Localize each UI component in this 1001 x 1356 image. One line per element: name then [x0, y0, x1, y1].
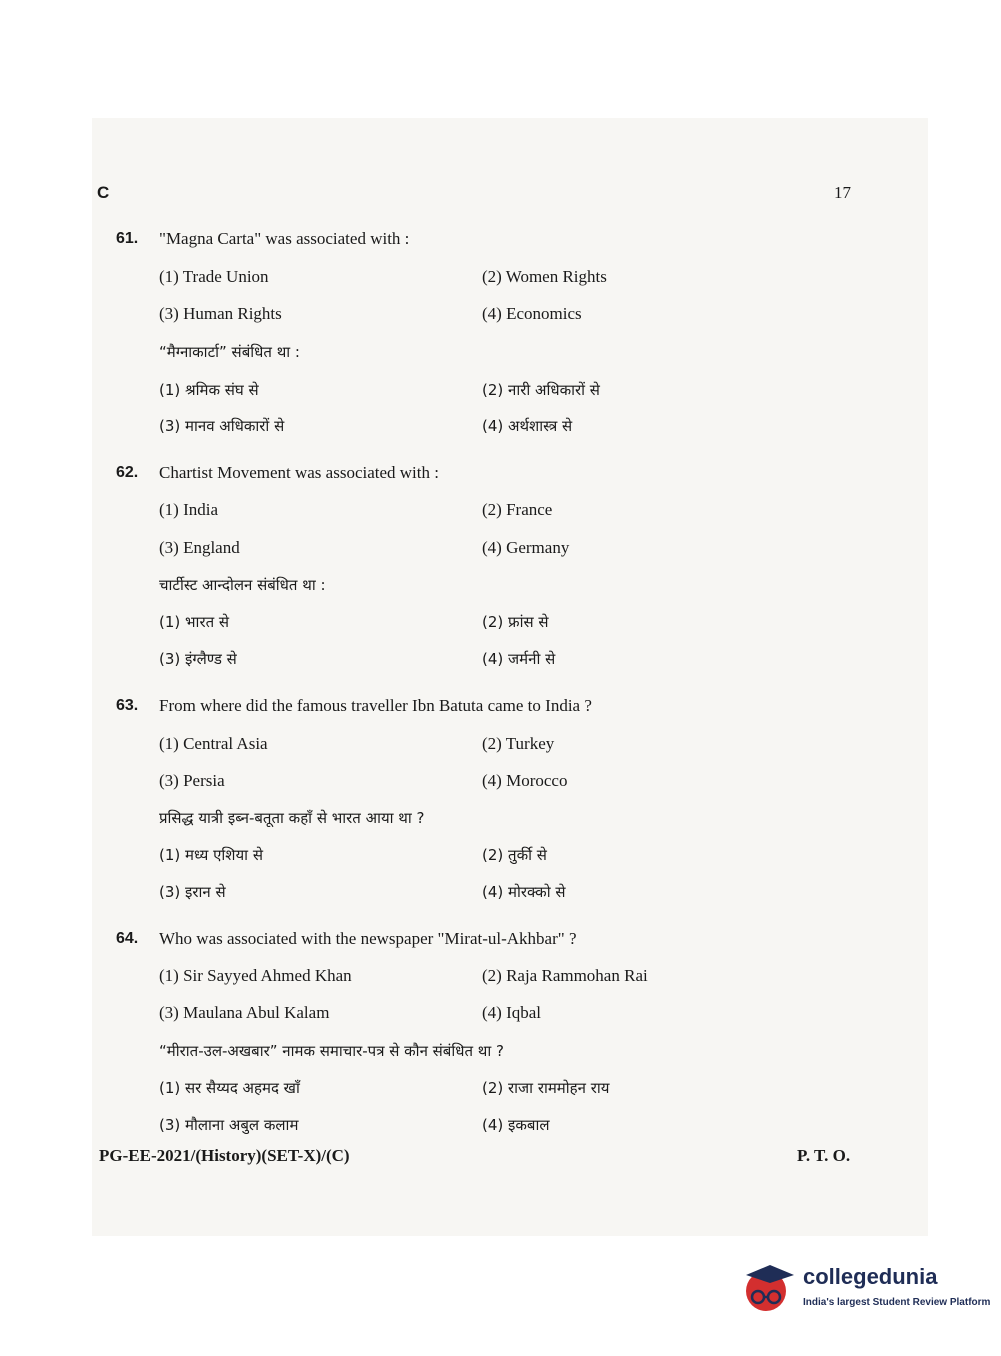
option-en: (1) Central Asia	[159, 734, 268, 753]
option-en: (3) Persia	[159, 771, 225, 790]
option-hi: (3) इरान से	[159, 883, 226, 901]
paper-code: PG-EE-2021/(History)(SET-X)/(C)	[99, 1146, 350, 1165]
option-hi: (3) मौलाना अबुल कलाम	[159, 1116, 299, 1134]
option-hi: (3) मानव अधिकारों से	[159, 417, 285, 435]
option-hi: (2) फ्रांस से	[482, 613, 549, 631]
option-en: (1) Sir Sayyed Ahmed Khan	[159, 966, 352, 985]
option-hi: (2) नारी अधिकारों से	[482, 381, 600, 399]
question-text-hi: प्रसिद्ध यात्री इब्न-बतूता कहाँ से भारत आया था ?	[159, 809, 425, 827]
option-hi: (4) अर्थशास्त्र से	[482, 417, 573, 435]
option-hi: (1) भारत से	[159, 613, 230, 631]
question-text-hi: चार्टीस्ट आन्दोलन संबंधित था :	[159, 576, 326, 594]
option-hi: (1) मध्य एशिया से	[159, 846, 263, 864]
question-text-en: Chartist Movement was associated with :	[159, 463, 439, 482]
option-en: (4) Iqbal	[482, 1003, 542, 1022]
option-en: (2) Women Rights	[482, 267, 607, 286]
set-code: C	[97, 183, 110, 202]
question-text-en: Who was associated with the newspaper "Mirat-ul-Akhbar" ?	[159, 929, 577, 948]
option-hi: (3) इंग्लैण्ड से	[159, 650, 237, 668]
question-number: 61.	[116, 230, 139, 247]
question-number: 63.	[116, 697, 139, 714]
option-en: (3) England	[159, 538, 240, 557]
option-en: (4) Germany	[482, 538, 570, 557]
option-en: (1) Trade Union	[159, 267, 269, 286]
watermark-tagline: India's largest Student Review Platform	[803, 1297, 991, 1308]
question-number: 62.	[116, 464, 139, 481]
watermark-brand-name: collegedunia	[803, 1264, 938, 1289]
option-hi: (4) जर्मनी से	[482, 650, 556, 668]
option-hi: (4) मोरक्को से	[482, 883, 566, 901]
option-hi: (1) श्रमिक संघ से	[159, 381, 259, 399]
option-en: (1) India	[159, 500, 219, 519]
option-hi: (2) राजा राममोहन राय	[482, 1079, 610, 1097]
option-en: (3) Human Rights	[159, 304, 282, 323]
question-number: 64.	[116, 930, 139, 947]
option-en: (4) Morocco	[482, 771, 568, 790]
option-en: (3) Maulana Abul Kalam	[159, 1003, 330, 1022]
question-text-hi: “मैग्नाकार्टा” संबंधित था :	[159, 343, 300, 361]
option-hi: (1) सर सैय्यद अहमद खाँ	[159, 1079, 300, 1097]
option-en: (2) Raja Rammohan Rai	[482, 966, 648, 985]
question-text-hi: “मीरात-उल-अखबार” नामक समाचार-पत्र से कौन संबंधित था ?	[159, 1042, 504, 1060]
option-hi: (4) इकबाल	[482, 1116, 550, 1134]
page-number: 17	[834, 183, 851, 202]
option-en: (4) Economics	[482, 304, 582, 323]
option-hi: (2) तुर्की से	[482, 846, 547, 864]
question-text-en: From where did the famous traveller Ibn Batuta came to India ?	[159, 696, 592, 715]
option-en: (2) France	[482, 500, 553, 519]
pto-label: P. T. O.	[797, 1146, 851, 1165]
question-text-en: "Magna Carta" was associated with :	[159, 229, 410, 248]
option-en: (2) Turkey	[482, 734, 555, 753]
